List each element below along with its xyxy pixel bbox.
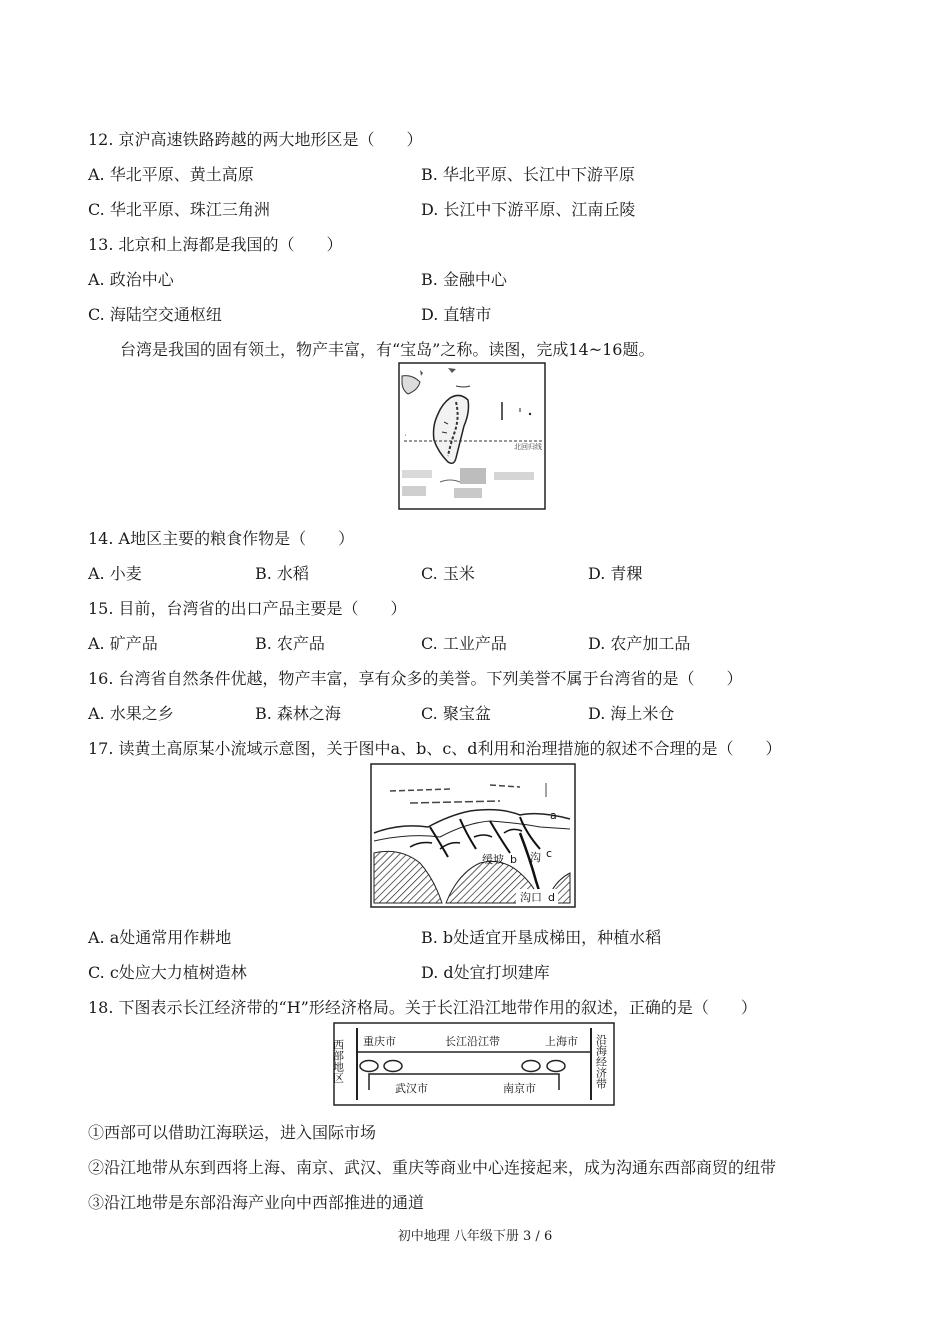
- yangtze-belt-label: 长江沿江带: [445, 1035, 500, 1048]
- q18-stem: 18. 下图表示长江经济带的“H”形经济格局。关于长江沿江地带作用的叙述，正确的是（ ）: [88, 998, 757, 1017]
- q14-option-c: C. 玉米: [421, 564, 475, 583]
- label-a: a: [550, 809, 557, 822]
- q14-stem: 14. A地区主要的粮食作物是（ ）: [88, 529, 355, 548]
- q15-stem: 15. 目前，台湾省的出口产品主要是（ ）: [88, 599, 407, 618]
- label-d: d: [548, 891, 555, 904]
- q12-option-c: C. 华北平原、珠江三角洲: [88, 200, 270, 219]
- page-footer: 初中地理 八年级下册 3 / 6: [397, 1229, 553, 1244]
- q13-option-b: B. 金融中心: [421, 270, 507, 289]
- loess-valley-figure: [370, 763, 576, 908]
- q17-option-d: D. d处宜打坝建库: [421, 963, 550, 982]
- q15-option-c: C. 工业产品: [421, 634, 507, 653]
- q16-stem: 16. 台湾省自然条件优越，物产丰富，享有众多的美誉。下列美誉不属于台湾省的是（ ）: [88, 669, 743, 688]
- q13-option-a: A. 政治中心: [88, 270, 174, 289]
- q17-option-c: C. c处应大力植树造林: [88, 963, 247, 982]
- q15-option-d: D. 农产加工品: [588, 634, 691, 653]
- q18-statement-3: ③沿江地带是东部沿海产业向中西部推进的通道: [88, 1193, 425, 1212]
- q16-option-b: B. 森林之海: [255, 704, 341, 723]
- taiwan-map-figure: [398, 362, 546, 510]
- city-nanjing: 南京市: [503, 1082, 536, 1095]
- h-shaped-economic-figure: [333, 1022, 615, 1106]
- q17-option-a: A. a处通常用作耕地: [88, 928, 232, 947]
- q16-option-a: A. 水果之乡: [88, 704, 174, 723]
- q14-option-d: D. 青稞: [588, 564, 643, 583]
- q17-option-b: B. b处适宜开垦成梯田，种植水稻: [421, 928, 662, 947]
- q13-option-d: D. 直辖市: [421, 305, 492, 324]
- q18-statement-2: ②沿江地带从东到西将上海、南京、武汉、重庆等商业中心连接起来，成为沟通东西部商贸的纽带: [88, 1158, 777, 1177]
- label-gully: 沟: [530, 851, 541, 864]
- q12-stem: 12. 京沪高速铁路跨越的两大地形区是（ ）: [88, 130, 423, 149]
- q15-option-b: B. 农产品: [255, 634, 325, 653]
- label-b: b: [510, 853, 517, 866]
- q16-option-d: D. 海上米仓: [588, 704, 675, 723]
- q16-option-c: C. 聚宝盆: [421, 704, 491, 723]
- label-gentle-slope: 缓坡: [482, 853, 504, 866]
- label-gully-mouth: 沟口: [520, 891, 542, 904]
- city-wuhan: 武汉市: [395, 1082, 428, 1095]
- label-c: c: [546, 847, 553, 860]
- tropic-label: 北回归线: [514, 443, 542, 451]
- west-region-label: 西部地区: [331, 1039, 345, 1083]
- taiwan-intro: 台湾是我国的固有领土，物产丰富，有“宝岛”之称。读图，完成14~16题。: [120, 340, 655, 359]
- city-chongqing: 重庆市: [363, 1035, 396, 1048]
- q12-option-a: A. 华北平原、黄土高原: [88, 165, 254, 184]
- q14-option-a: A. 小麦: [88, 564, 142, 583]
- city-shanghai: 上海市: [545, 1035, 578, 1048]
- q15-option-a: A. 矿产品: [88, 634, 158, 653]
- q12-option-b: B. 华北平原、长江中下游平原: [421, 165, 635, 184]
- q18-statement-1: ①西部可以借助江海联运，进入国际市场: [88, 1123, 377, 1142]
- svg-text:·: ·: [404, 431, 407, 440]
- q17-stem: 17. 读黄土高原某小流域示意图，关于图中a、b、c、d利用和治理措施的叙述不合理的是（ ）: [88, 739, 782, 758]
- q12-option-d: D. 长江中下游平原、江南丘陵: [421, 200, 636, 219]
- q14-option-b: B. 水稻: [255, 564, 309, 583]
- coastal-belt-label: 沿海经济带: [594, 1034, 608, 1089]
- q13-stem: 13. 北京和上海都是我国的（ ）: [88, 235, 343, 254]
- q13-option-c: C. 海陆空交通枢纽: [88, 305, 222, 324]
